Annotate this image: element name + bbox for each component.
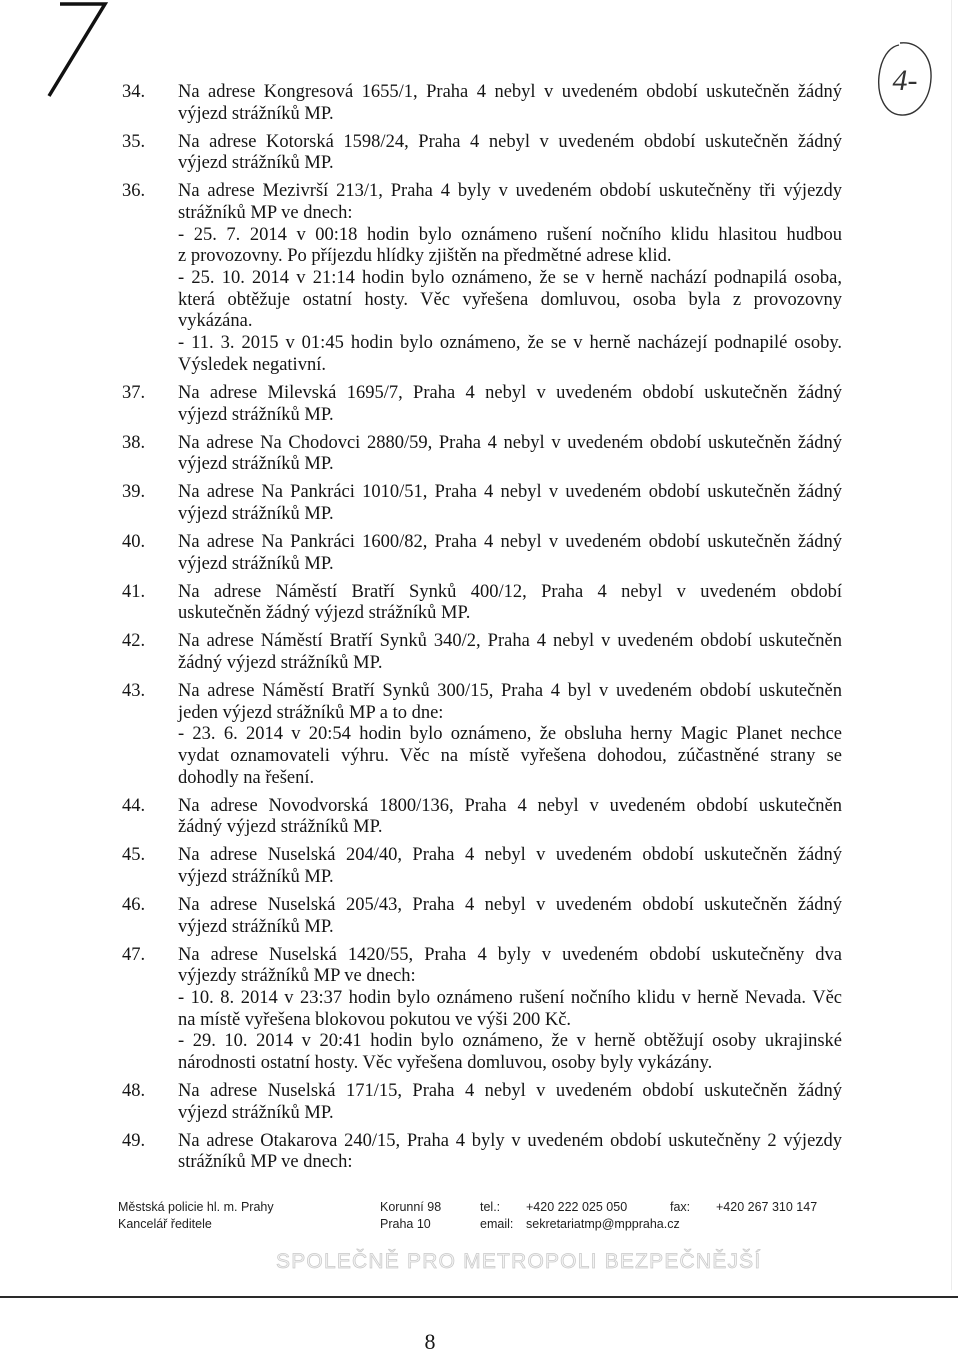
item-paragraph <box>178 582 842 625</box>
text-line: - 25. 7. 2014 v 00:18 hodin bylo oznámeno rušení nočního klidu hlasitou hudbou <box>178 224 842 245</box>
item-body <box>178 433 842 476</box>
text-line: - 23. 6. 2014 v 20:54 hodin bylo oznámeno, že obsluha herny Magic Planet nechce <box>178 724 842 745</box>
text-line: Na adrese Kotorská 1598/24, Praha 4 nebyl v uvedeném období uskutečněn žádný <box>178 131 842 152</box>
footer-department: Kancelář ředitele <box>118 1217 212 1231</box>
text-line: výjezd strážníků MP. <box>178 503 334 524</box>
handwritten-mark-text: 4- <box>892 64 918 97</box>
list-item <box>122 631 842 674</box>
item-paragraph <box>178 1081 842 1124</box>
item-paragraph <box>178 383 842 426</box>
item-body <box>178 631 842 674</box>
text-line: výjezd strážníků MP. <box>178 103 334 124</box>
corner-slash-mark <box>0 0 120 110</box>
item-paragraph <box>178 845 842 888</box>
item-body <box>178 532 842 575</box>
item-number: 41. <box>122 581 146 602</box>
item-number: 44. <box>122 795 146 816</box>
footer-email: sekretariatmp@mppraha.cz <box>526 1217 680 1231</box>
footer-slogan-watermark: SPOLEČNĚ PRO METROPOLI BEZPEČNĚJŠÍ <box>276 1250 762 1273</box>
item-paragraph <box>178 532 842 575</box>
item-paragraph <box>178 631 842 674</box>
text-line: výjezd strážníků MP. <box>178 1102 334 1123</box>
list-item <box>122 82 842 125</box>
item-paragraph <box>178 433 842 476</box>
text-line: Na adrese Kongresová 1655/1, Praha 4 nebyl v uvedeném období uskutečněn žádný <box>178 82 842 102</box>
list-item <box>122 383 842 426</box>
incident-entry <box>178 1031 842 1074</box>
text-line: Na adrese Nuselská 171/15, Praha 4 nebyl v uvedeném období uskutečněn žádný <box>178 1081 842 1102</box>
text-line: Na adrese Nuselská 205/43, Praha 4 nebyl v uvedeném období uskutečněn žádný <box>178 894 842 915</box>
text-line: uskutečněn žádný výjezd strážníků MP. <box>178 603 471 624</box>
text-line: výjezd strážníků MP. <box>178 866 334 887</box>
numbered-list <box>122 82 842 1180</box>
text-line: žádný výjezd strážníků MP. <box>178 817 383 838</box>
text-line: Na adrese Novodvorská 1800/136, Praha 4 nebyl v uvedeném období uskutečněn <box>178 795 842 816</box>
list-item <box>122 681 842 789</box>
footer-email-label: email: <box>480 1217 514 1231</box>
list-item <box>122 1081 842 1124</box>
text-line: dohodly na řešení. <box>178 767 315 788</box>
item-paragraph <box>178 82 842 125</box>
item-body <box>178 1131 842 1174</box>
text-line: jeden výjezd strážníků MP a to dne: <box>178 702 444 723</box>
footer-street: Korunní 98 <box>380 1200 442 1214</box>
item-body <box>178 181 842 376</box>
text-line: - 29. 10. 2014 v 20:41 hodin bylo oznámeno, že v herně obtěžují osoby ukrajinské <box>178 1031 842 1052</box>
text-line: výjezd strážníků MP. <box>178 153 334 174</box>
incident-entry <box>178 225 842 268</box>
item-body <box>178 383 842 426</box>
text-line: strážníků MP ve dnech: <box>178 1152 353 1173</box>
item-number: 46. <box>122 894 146 915</box>
item-body <box>178 681 842 789</box>
text-line: výjezd strážníků MP. <box>178 404 334 425</box>
item-number: 34. <box>122 82 146 102</box>
text-line: výjezd strážníků MP. <box>178 553 334 574</box>
item-body <box>178 945 842 1075</box>
item-number: 40. <box>122 531 146 552</box>
item-body <box>178 895 842 938</box>
item-number: 47. <box>122 944 146 965</box>
list-item <box>122 845 842 888</box>
item-paragraph <box>178 1131 842 1174</box>
footer-tel-label: tel.: <box>480 1200 501 1214</box>
text-line: která obtěžuje ostatní hosty. Věc vyřešena domluvou, osoba byla z provozovny <box>178 289 842 310</box>
text-line: Na adrese Na Pankráci 1600/82, Praha 4 nebyl v uvedeném období uskutečněn žádný <box>178 531 842 552</box>
text-line: Na adrese Nuselská 204/40, Praha 4 nebyl v uvedeném období uskutečněn žádný <box>178 845 842 866</box>
page-number: 8 <box>424 1329 436 1354</box>
text-line: žádný výjezd strážníků MP. <box>178 652 383 673</box>
item-paragraph <box>178 796 842 839</box>
text-line: Výsledek negativní. <box>178 354 326 375</box>
list-item <box>122 582 842 625</box>
item-number: 48. <box>122 1081 146 1102</box>
item-number: 42. <box>122 631 146 652</box>
footer-tel: +420 222 025 050 <box>526 1200 628 1214</box>
list-item <box>122 181 842 376</box>
text-line: - 11. 3. 2015 v 01:45 hodin bylo oznámeno, že se v herně nacházejí podnapilé osoby. <box>178 333 842 354</box>
item-number: 49. <box>122 1130 146 1151</box>
item-body <box>178 845 842 888</box>
list-item <box>122 1131 842 1174</box>
item-paragraph <box>178 945 842 988</box>
item-number: 36. <box>122 181 146 202</box>
footer-organization: Městská policie hl. m. Prahy <box>118 1200 274 1214</box>
list-item <box>122 532 842 575</box>
item-number: 39. <box>122 482 146 503</box>
item-number: 35. <box>122 131 146 152</box>
item-body <box>178 796 842 839</box>
item-body <box>178 1081 842 1124</box>
item-number: 43. <box>122 680 146 701</box>
text-line: Na adrese Mezivrší 213/1, Praha 4 byly v uvedeném období uskutečněny tři výjezdy <box>178 181 842 202</box>
incident-entry <box>178 333 842 376</box>
item-paragraph <box>178 681 842 724</box>
footer-fax-label: fax: <box>670 1200 691 1214</box>
text-line: - 25. 10. 2014 v 21:14 hodin bylo oznámeno, že se v herně nachází podnapilá osoba, <box>178 268 842 289</box>
handwritten-circled-mark <box>872 38 938 120</box>
item-body <box>178 82 842 125</box>
item-body <box>178 582 842 625</box>
page-divider <box>0 1296 958 1298</box>
list-item <box>122 132 842 175</box>
list-item <box>122 482 842 525</box>
item-paragraph <box>178 482 842 525</box>
footer-city: Praha 10 <box>380 1217 431 1231</box>
text-line: vydat oznamovateli výhru. Věc na místě vyřešena dohodou, zúčastněné strany se <box>178 745 842 766</box>
item-number: 38. <box>122 432 146 453</box>
text-line: výjezdy strážníků MP ve dnech: <box>178 966 416 987</box>
text-line: národnosti ostatní hosty. Věc vyřešena domluvou, osoby byly vykázány. <box>178 1053 713 1074</box>
scan-edge-line <box>951 0 952 1290</box>
item-number: 45. <box>122 845 146 866</box>
item-paragraph <box>178 895 842 938</box>
footer-fax: +420 267 310 147 <box>716 1200 818 1214</box>
incident-entry <box>178 988 842 1031</box>
incident-entry <box>178 724 842 789</box>
text-line: strážníků MP ve dnech: <box>178 203 353 224</box>
item-number: 37. <box>122 382 146 403</box>
list-item <box>122 945 842 1075</box>
text-line: Na adrese Nuselská 1420/55, Praha 4 byly v uvedeném období uskutečněny dva <box>178 944 842 965</box>
item-body <box>178 482 842 525</box>
text-line: výjezd strážníků MP. <box>178 454 334 475</box>
text-line: Na adrese Náměstí Bratří Synků 340/2, Praha 4 nebyl v uvedeném období uskutečněn <box>178 631 842 652</box>
text-line: Na adrese Milevská 1695/7, Praha 4 nebyl v uvedeném období uskutečněn žádný <box>178 382 842 403</box>
text-line: - 10. 8. 2014 v 23:37 hodin bylo oznámeno rušení nočního klidu v herně Nevada. Věc <box>178 987 842 1008</box>
text-line: Na adrese Náměstí Bratří Synků 400/12, Praha 4 nebyl v uvedeném období <box>178 581 842 602</box>
text-line: vykázána. <box>178 311 253 332</box>
list-item <box>122 895 842 938</box>
text-line: na místě vyřešena blokovou pokutou ve výši 200 Kč. <box>178 1009 572 1030</box>
text-line: Na adrese Náměstí Bratří Synků 300/15, Praha 4 byl v uvedeném období uskutečněn <box>178 680 842 701</box>
text-line: výjezd strážníků MP. <box>178 916 334 937</box>
list-item <box>122 796 842 839</box>
list-item <box>122 433 842 476</box>
item-paragraph <box>178 181 842 224</box>
incident-entry <box>178 268 842 333</box>
item-paragraph <box>178 132 842 175</box>
text-line: Na adrese Na Chodovci 2880/59, Praha 4 nebyl v uvedeném období uskutečněn žádný <box>178 432 842 453</box>
text-line: z provozovny. Po příjezdu hlídky zjištěn na předmětné adrese klid. <box>178 246 672 267</box>
text-line: Na adrese Na Pankráci 1010/51, Praha 4 nebyl v uvedeném období uskutečněn žádný <box>178 482 842 503</box>
item-body <box>178 132 842 175</box>
text-line: Na adrese Otakarova 240/15, Praha 4 byly v uvedeném období uskutečněny 2 výjezdy <box>178 1130 842 1151</box>
